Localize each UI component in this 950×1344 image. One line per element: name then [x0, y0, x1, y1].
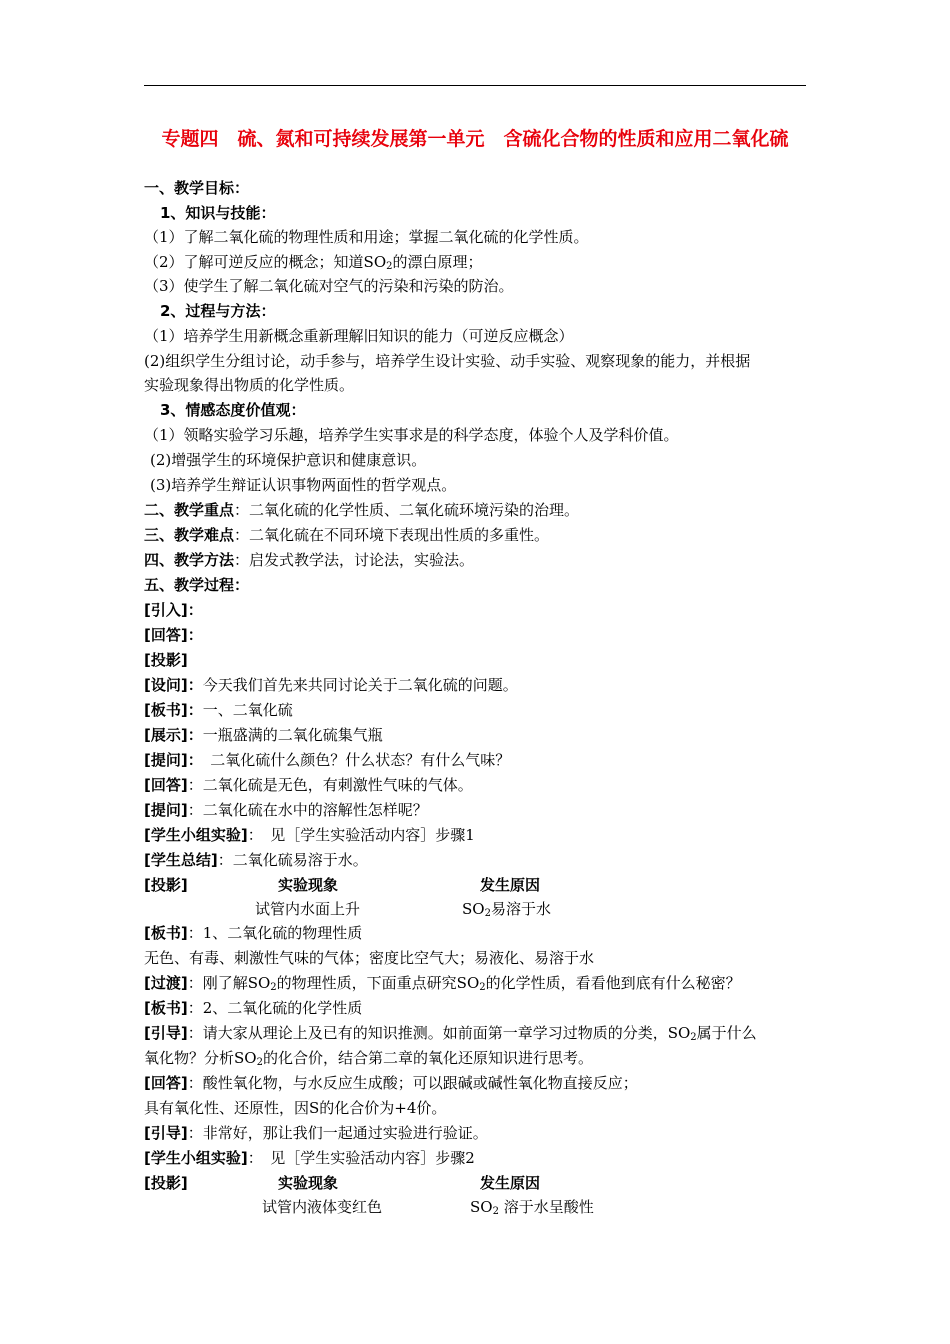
- step-answer-2: [回答]：二氧化硫是无色，有刺激性气味的气体。: [144, 776, 473, 794]
- emotion-item-3: (3)培养学生辩证认识事物两面性的哲学观点。: [150, 476, 457, 494]
- step-transition: [过渡]：刚了解$SO_2$的物理性质，下面重点研究$SO_2$的化学性质，看看他到底有什么秘密？: [144, 974, 741, 993]
- step-projection: [投影]: [144, 651, 188, 669]
- header-rule: [144, 85, 806, 86]
- step-guide-2: [引导]：非常好，那让我们一起通过实验进行验证。: [144, 1124, 488, 1142]
- section-heading-process: 五、教学过程：: [144, 576, 250, 594]
- subheading-emotion: 3、情感态度价值观：: [160, 401, 306, 419]
- process-item-1: （1）培养学生用新概念重新理解旧知识的能力（可逆反应概念）: [144, 327, 574, 345]
- step-group-experiment-2: [学生小组实验]： 见［学生实验活动内容］步骤2: [144, 1149, 475, 1167]
- knowledge-item-1: （1）了解二氧化硫的物理性质和用途；掌握二氧化硫的化学性质。: [144, 228, 589, 246]
- section-heading-objectives: 一、教学目标：: [144, 179, 250, 197]
- table1-cell-cause: $SO_2$易溶于水: [462, 900, 551, 919]
- emotion-item-1: （1）领略实验学习乐趣，培养学生实事求是的科学态度，体验个人及学科价值。: [144, 426, 679, 444]
- step-ask-2: [提问]：二氧化硫在水中的溶解性怎样呢？: [144, 801, 428, 819]
- table1-label: [投影]: [144, 876, 188, 894]
- table2-cell-phenomenon: 试管内液体变红色: [262, 1198, 383, 1216]
- step-answer-3-cont: 具有氧化性、还原性，因S的化合价为+4价。: [144, 1099, 447, 1117]
- step-intro: [引入]：: [144, 601, 203, 619]
- knowledge-item-3: （3）使学生了解二氧化硫对空气的污染和污染的防治。: [144, 277, 514, 295]
- key-points: 二、教学重点：二氧化硫的化学性质、二氧化硫环境污染的治理。: [144, 501, 580, 519]
- step-answer: [回答]：: [144, 626, 203, 644]
- physical-properties: 无色、有毒、刺激性气味的气体；密度比空气大；易液化、易溶于水: [144, 949, 595, 967]
- step-board-2: [板书]：1、二氧化硫的物理性质: [144, 924, 363, 942]
- step-guide-1: [引导]：请大家从理论上及已有的知识推测。如前面第一章学习过物质的分类，$SO_2$属于什么: [144, 1024, 757, 1043]
- table2-header-phenomenon: 实验现象: [278, 1174, 339, 1192]
- step-board-1: [板书]：一、二氧化硫: [144, 701, 293, 719]
- step-answer-3: [回答]：酸性氧化物，与水反应生成酸；可以跟碱或碱性氧化物直接反应；: [144, 1074, 638, 1092]
- subheading-process: 2、过程与方法：: [160, 302, 276, 320]
- table2-header-cause: 发生原因: [480, 1174, 541, 1192]
- table2-label: [投影]: [144, 1174, 188, 1192]
- step-question: [设问]：今天我们首先来共同讨论关于二氧化硫的问题。: [144, 676, 518, 694]
- step-guide-1-cont: 氧化物？分析$SO_2$的化合价，结合第二章的氧化还原知识进行思考。: [144, 1049, 593, 1068]
- table1-header-phenomenon: 实验现象: [278, 876, 339, 894]
- subheading-knowledge: 1、知识与技能：: [160, 204, 276, 222]
- step-summary: [学生总结]：二氧化硫易溶于水。: [144, 851, 368, 869]
- step-group-experiment-1: [学生小组实验]： 见［学生实验活动内容］步骤1: [144, 826, 475, 844]
- difficult-points: 三、教学难点：二氧化硫在不同环境下表现出性质的多重性。: [144, 526, 550, 544]
- step-show: [展示]：一瓶盛满的二氧化硫集气瓶: [144, 726, 383, 744]
- document-title: 专题四 硫、氮和可持续发展第一单元 含硫化合物的性质和应用二氧化硫: [161, 128, 789, 150]
- knowledge-item-2: （2）了解可逆反应的概念；知道$SO_2$的漂白原理；: [144, 253, 483, 272]
- teaching-methods: 四、教学方法：启发式教学法，讨论法，实验法。: [144, 551, 475, 569]
- process-item-2-cont: 实验现象得出物质的化学性质。: [144, 376, 355, 394]
- emotion-item-2: (2)增强学生的环境保护意识和健康意识。: [150, 451, 427, 469]
- step-ask-1: [提问]： 二氧化硫什么颜色？什么状态？有什么气味？: [144, 751, 511, 769]
- table1-header-cause: 发生原因: [480, 876, 541, 894]
- process-item-2: (2)组织学生分组讨论，动手参与，培养学生设计实验、动手实验、观察现象的能力，并根据: [144, 352, 751, 370]
- table1-cell-phenomenon: 试管内水面上升: [255, 900, 361, 918]
- step-board-3: [板书]：2、二氧化硫的化学性质: [144, 999, 363, 1017]
- table2-cell-cause: $SO_2$ 溶于水呈酸性: [470, 1198, 594, 1217]
